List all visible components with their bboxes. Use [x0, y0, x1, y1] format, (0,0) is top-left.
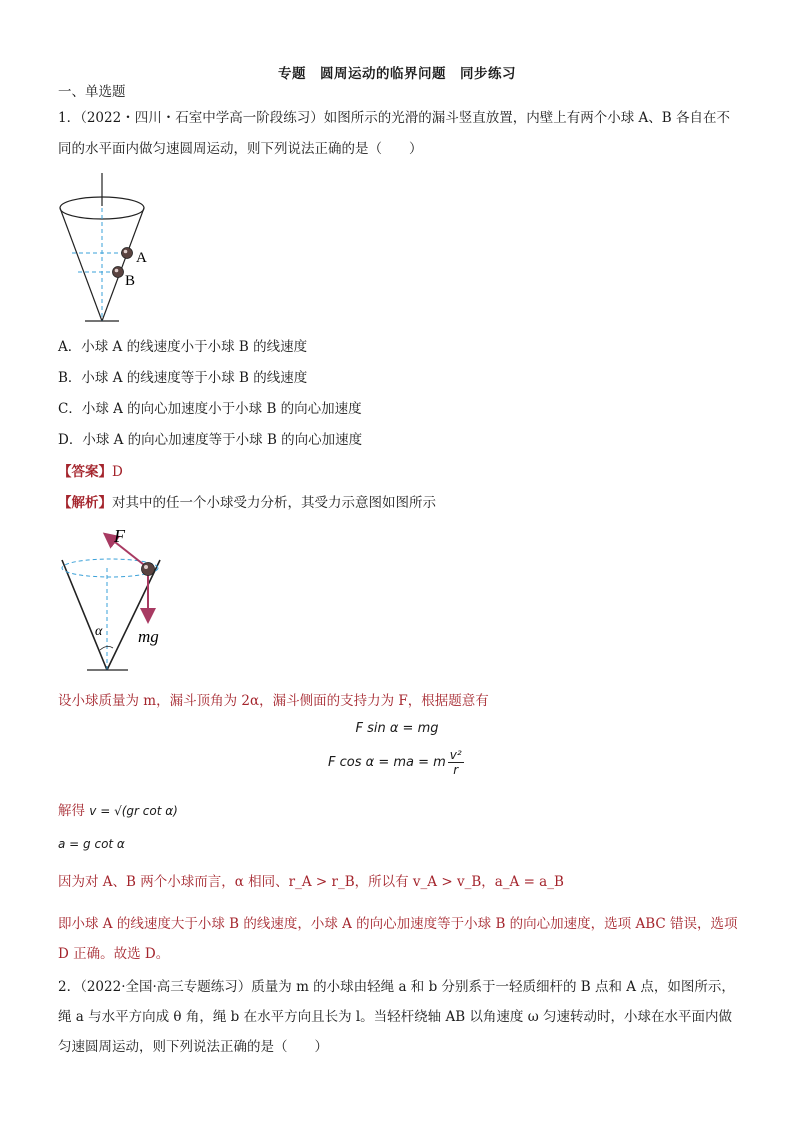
answer-tag: 【答案】	[58, 464, 112, 480]
section-heading: 一、单选题	[58, 84, 126, 100]
equation-2-numerator: v²	[449, 748, 462, 762]
q2-stem-line3: 匀速圆周运动，则下列说法正确的是（ ）	[58, 1039, 328, 1055]
label-a: A	[136, 250, 147, 266]
q2-stem-line2: 绳 a 与水平方向成 θ 角，绳 b 在水平方向且长为 l。当轻杆绕轴 AB 以角速度 ω 匀速转动时，小球在水平面内做	[58, 1009, 733, 1025]
equation-2-left: F cos α = ma = m	[328, 755, 446, 770]
label-alpha: α	[95, 624, 103, 639]
ball	[142, 563, 155, 576]
q1-reason: 因为对 A、B 两个小球而言，α 相同、r_A > r_B，所以有 v_A > v_B，a_A = a_B	[58, 874, 564, 890]
page-title: 专题 圆周运动的临界问题 同步练习	[278, 66, 516, 82]
q1-answer-row	[58, 462, 123, 482]
q2-stem-line1: 2．（2022·全国·高三专题练习）质量为 m 的小球由轻绳 a 和 b 分别系于一轻质细杆的 B 点和 A 点，如图所示，	[58, 979, 735, 995]
q1-analysis-row	[58, 493, 436, 513]
equation-2	[328, 748, 464, 777]
q1-option-d: D．小球 A 的向心加速度等于小球 B 的向心加速度	[58, 432, 363, 448]
label-mg: mg	[138, 627, 159, 646]
label-f: F	[114, 526, 125, 546]
q1-conclusion: 即小球 A 的线速度大于小球 B 的线速度，小球 A 的向心加速度等于小球 B 的向心加速度，选项 ABC 错误，选项 D 正确。故选 D。	[58, 916, 738, 962]
q1-option-b: B．小球 A 的线速度等于小球 B 的线速度	[58, 370, 308, 386]
solve-prefix: 解得	[58, 803, 85, 819]
solve-v: v = √(gr cot α)	[89, 804, 178, 818]
force-diagram	[52, 520, 182, 678]
funnel-figure	[50, 168, 160, 328]
label-b: B	[125, 273, 136, 289]
q1-setup: 设小球质量为 m，漏斗顶角为 2α，漏斗侧面的支持力为 F，根据题意有	[58, 693, 489, 709]
q1-option-c: C．小球 A 的向心加速度小于小球 B 的向心加速度	[58, 401, 362, 417]
analysis-text: 对其中的任一个小球受力分析，其受力示意图如图所示	[112, 495, 436, 511]
ball-b	[113, 267, 124, 278]
q1-option-a: A．小球 A 的线速度小于小球 B 的线速度	[58, 339, 308, 355]
equation-1: F sin α = mg	[355, 721, 439, 736]
answer-value: D	[112, 464, 123, 480]
q1-solve-v-row	[58, 801, 178, 821]
q1-stem-line1: 1．（2022・四川・石室中学高一阶段练习）如图所示的光滑的漏斗竖直放置，内壁上有两个小球 A、B 各自在不	[58, 110, 730, 126]
analysis-tag: 【解析】	[58, 495, 112, 511]
q1-stem-line2: 同的水平面内做匀速圆周运动，则下列说法正确的是（ ）	[58, 141, 423, 157]
solve-a: a = g cot α	[58, 837, 125, 851]
equation-2-denominator: r	[453, 763, 459, 777]
ball-a	[122, 248, 133, 259]
